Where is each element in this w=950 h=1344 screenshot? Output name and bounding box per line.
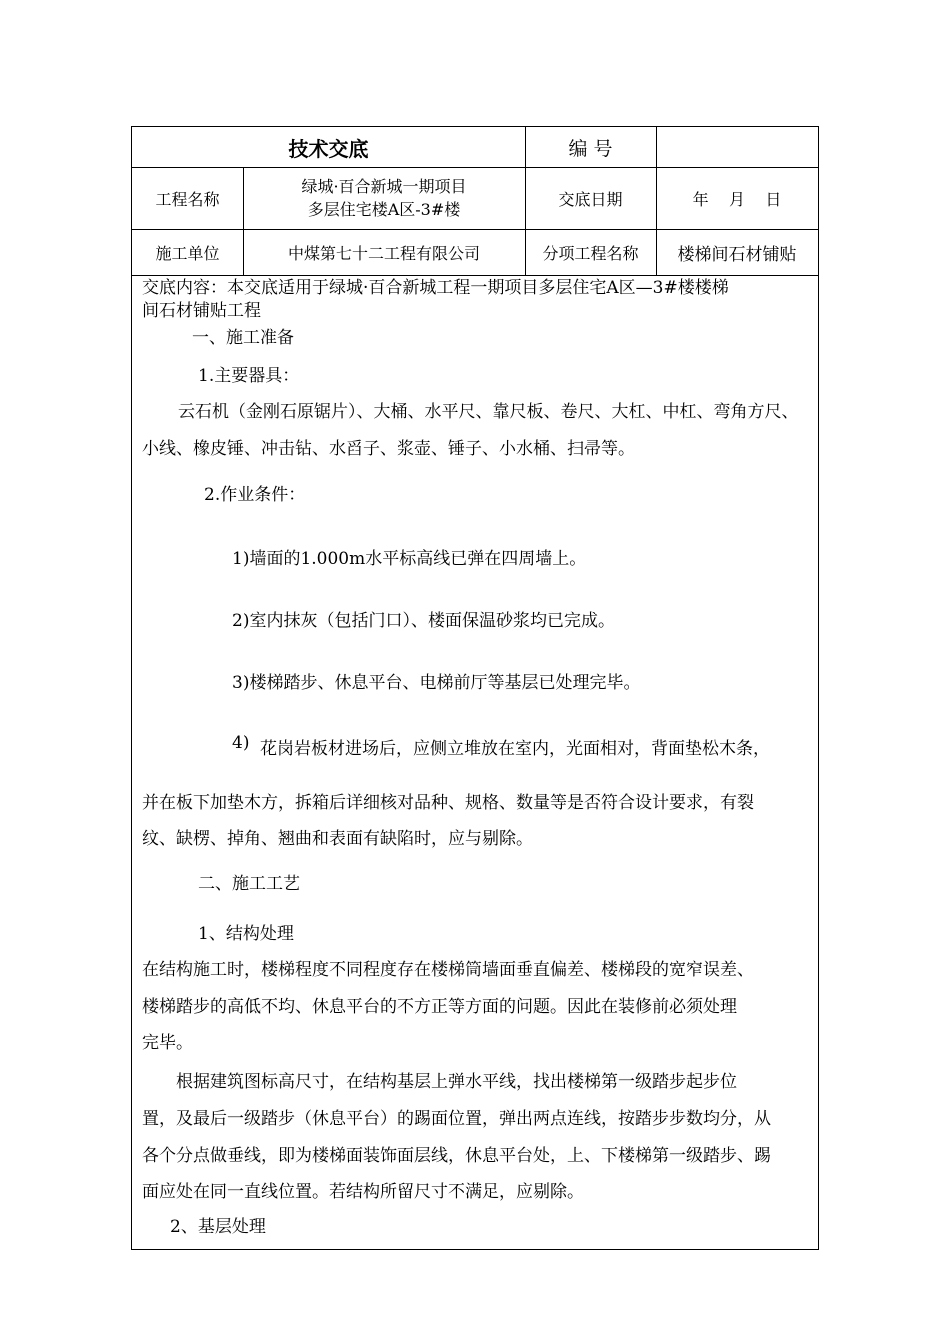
- condition-item: 3)楼梯踏步、休息平台、电梯前厅等基层已处理完毕。: [232, 673, 641, 693]
- subsection-heading: 2、基层处理: [170, 1217, 266, 1237]
- construction-unit-value: 中煤第七十二工程有限公司: [287, 243, 480, 263]
- paragraph-line: 并在板下加垫木方，拆箱后详细核对品种、规格、数量等是否符合设计要求，有裂: [142, 793, 754, 813]
- intro-text: 间石材铺贴工程: [142, 301, 261, 321]
- paragraph-line: 在结构施工时，楼梯程度不同程度存在楼梯筒墙面垂直偏差、楼梯段的宽窄误差、: [142, 960, 754, 980]
- project-name-line: 多层住宅楼A区-3#楼: [307, 200, 461, 219]
- project-name-label: 工程名称: [155, 189, 220, 209]
- condition-item: 2)室内抹灰（包括门口）、楼面保温砂浆均已完成。: [232, 611, 615, 631]
- disclosure-date-label: 交底日期: [558, 189, 623, 209]
- form-title: 技术交底: [288, 136, 369, 161]
- project-name-value: [243, 167, 525, 229]
- paragraph-line: 花岗岩板材进场后，应侧立堆放在室内，光面相对，背面垫松木条，: [260, 739, 770, 759]
- subitem-value: 楼梯间石材铺贴: [677, 244, 797, 265]
- subsection-heading: 2.作业条件：: [204, 485, 306, 505]
- number-label: 编 号: [568, 137, 613, 160]
- disclosure-date-value: 年 月 日: [692, 189, 782, 209]
- project-name-line: 绿城·百合新城一期项目: [301, 177, 467, 196]
- subitem-label: 分项工程名称: [542, 243, 639, 263]
- paragraph-line: 面应处在同一直线位置。若结构所留尺寸不满足，应剔除。: [142, 1182, 584, 1202]
- paragraph-line: 完毕。: [142, 1033, 193, 1053]
- paragraph-line: 各个分点做垂线，即为楼梯面装饰面层线，休息平台处，上、下楼梯第一级踏步、踢: [142, 1146, 771, 1166]
- condition-item-number: 4): [232, 733, 250, 753]
- paragraph-line: 置，及最后一级踏步（休息平台）的踢面位置，弹出两点连线，按踏步步数均分，从: [142, 1109, 771, 1129]
- paragraph-line: 楼梯踏步的高低不均、休息平台的不方正等方面的问题。因此在装修前必须处理: [142, 997, 737, 1017]
- paragraph-line: 小线、橡皮锤、冲击钻、水舀子、浆壶、锤子、小水桶、扫帚等。: [142, 439, 635, 459]
- paragraph-line: 根据建筑图标高尺寸，在结构基层上弹水平线，找出楼梯第一级踏步起步位: [176, 1072, 737, 1092]
- condition-item: 1)墙面的1.000m水平标高线已弹在四周墙上。: [232, 549, 587, 569]
- intro-text: 交底内容：本交底适用于绿城·百合新城工程一期项目多层住宅A区—3#楼楼梯: [142, 278, 729, 298]
- section-heading: 一、施工准备: [192, 328, 294, 348]
- subsection-heading: 1.主要器具：: [198, 366, 300, 386]
- number-value: [656, 127, 818, 167]
- subsection-heading: 1、结构处理: [198, 924, 294, 944]
- construction-unit-label: 施工单位: [155, 243, 220, 263]
- section-heading: 二、施工工艺: [198, 874, 300, 894]
- technical-disclosure-form: [131, 126, 819, 1250]
- paragraph-line: 云石机（金刚石原锯片）、大桶、水平尺、靠尺板、卷尺、大杠、中杠、弯角方尺、: [178, 402, 799, 422]
- paragraph-line: 纹、缺楞、掉角、翘曲和表面有缺陷时，应与剔除。: [142, 829, 533, 849]
